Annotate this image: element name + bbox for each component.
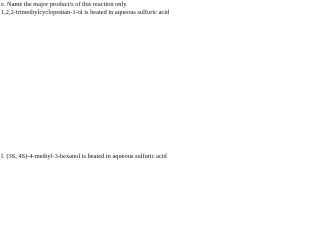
question-e-statement: 1,2,2-trimethylcyclopentan-1-ol is heated in aqueous sulfuric acid bbox=[1, 9, 170, 16]
question-e-prompt: e. Name the major product/s of this reaction only. bbox=[1, 1, 128, 8]
document-page bbox=[0, 0, 200, 165]
question-f-statement: f. (3S, 4S)-4-methyl-3-hexanol is heated in aqueous sulfuric acid bbox=[1, 153, 167, 160]
